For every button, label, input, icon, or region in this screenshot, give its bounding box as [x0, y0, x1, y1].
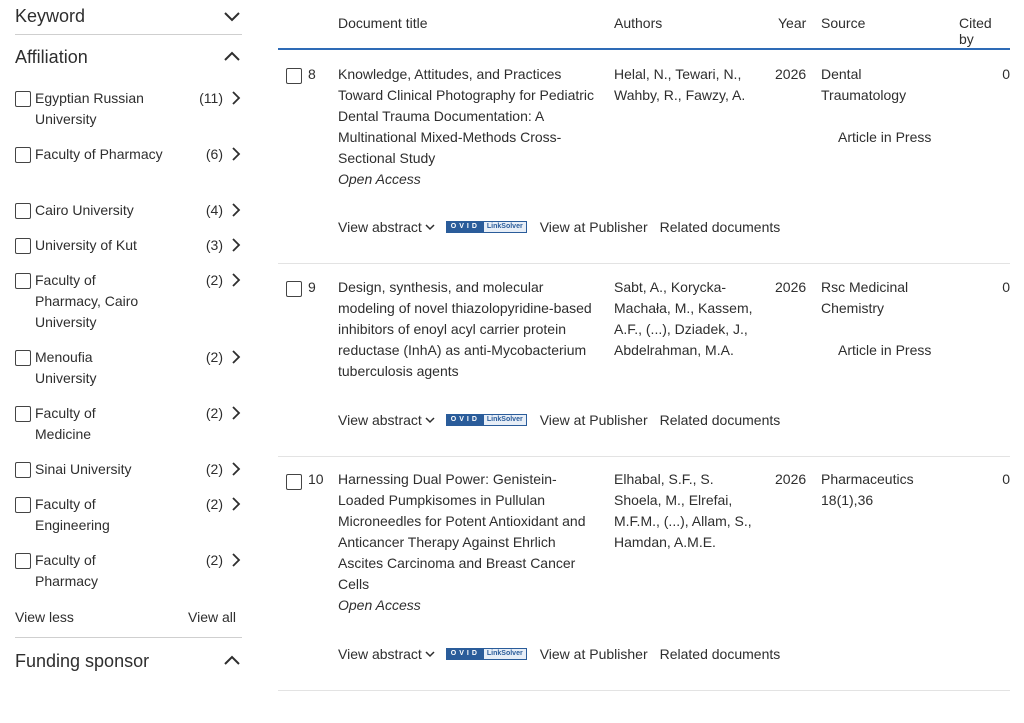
view-at-publisher-link[interactable]: View at Publisher	[539, 412, 648, 428]
affiliation-item[interactable]	[15, 550, 242, 606]
document-title-link[interactable]	[338, 64, 600, 190]
document-title-text[interactable]: Knowledge, Attitudes, and Practices Toward Clinical Photography for Pediatric Dental Trauma Documentation: A Multinational Mixed-Methods Cross-Sectional Study	[338, 66, 595, 166]
view-at-publisher-link[interactable]: View at Publisher	[539, 219, 648, 235]
row-divider	[278, 690, 1010, 691]
affiliation-name: Faculty of Engineering	[35, 496, 110, 533]
cited-by-count[interactable]: 0	[1002, 279, 1010, 295]
chevron-right-icon[interactable]	[229, 405, 243, 421]
view-at-publisher-link[interactable]: View at Publisher	[539, 646, 648, 662]
affiliation-name: Sinai University	[35, 461, 132, 477]
linksolver-label: LinkSolver	[484, 415, 526, 425]
affiliation-name: Faculty of Pharmacy	[35, 552, 99, 589]
related-documents-link[interactable]: Related documents	[659, 219, 781, 235]
chevron-right-icon[interactable]	[229, 237, 243, 253]
row-divider	[278, 263, 1010, 264]
affiliation-count: (2)	[205, 405, 223, 421]
row-actions	[338, 219, 780, 235]
affiliation-name: Egyptian Russian University	[35, 90, 144, 127]
open-access-label: Open Access	[338, 171, 421, 187]
ovid-logo: OVID	[447, 222, 484, 232]
document-title-text[interactable]: Harnessing Dual Power: Genistein-Loaded Pumpkisomes in Pullulan Microneedles for Potent Antioxidant and Anticancer Therapy Against Ehrlich Ascites Carcinoma and Breast Cancer Cells	[338, 471, 586, 592]
chevron-up-icon	[222, 651, 242, 671]
row-actions	[338, 412, 780, 428]
related-documents-link[interactable]: Related documents	[659, 412, 781, 428]
view-abstract-toggle[interactable]	[338, 219, 435, 235]
facet-divider	[15, 34, 242, 35]
affiliation-count: (2)	[205, 272, 223, 288]
affiliation-facet-title: Affiliation	[15, 46, 88, 67]
view-less-link[interactable]: View less	[15, 609, 74, 625]
affiliation-item[interactable]	[15, 200, 242, 235]
document-title-link[interactable]	[338, 469, 600, 616]
row-actions	[338, 646, 780, 662]
ovid-logo: OVID	[447, 415, 484, 425]
authors-text[interactable]: Elhabal, S.F., S. Shoela, M., Elrefai, M.F.M., (...), Allam, S., Hamdan, A.M.E.	[614, 471, 752, 550]
cited-by-count[interactable]: 0	[1002, 66, 1010, 82]
chevron-down-icon	[425, 650, 435, 658]
affiliation-name: Faculty of Pharmacy, Cairo University	[35, 272, 139, 330]
affiliation-item[interactable]	[15, 144, 242, 200]
row-checkbox[interactable]	[286, 281, 302, 297]
view-abstract-label: View abstract	[338, 219, 422, 235]
source-link[interactable]: Pharmaceutics 18(1),36	[821, 471, 914, 508]
view-abstract-label: View abstract	[338, 412, 422, 428]
chevron-down-icon	[222, 6, 242, 26]
view-all-link[interactable]: View all	[188, 609, 236, 625]
row-number: 9	[308, 279, 316, 295]
cited-by-count[interactable]: 0	[1002, 471, 1010, 487]
document-title-text[interactable]: Design, synthesis, and molecular modeling of novel thiazolopyridine-based inhibitors of enoyl acyl carrier protein reductase (InhA) as anti-Mycobacterium tuberculosis agents	[338, 279, 592, 379]
source-link[interactable]: Rsc Medicinal Chemistry	[821, 279, 909, 316]
header-authors[interactable]: Authors	[614, 15, 663, 31]
view-abstract-toggle[interactable]	[338, 646, 435, 662]
affiliation-item[interactable]	[15, 494, 242, 550]
chevron-right-icon[interactable]	[229, 552, 243, 568]
header-year[interactable]: Year	[778, 15, 807, 31]
row-number: 8	[308, 66, 316, 82]
facet-divider	[15, 637, 242, 638]
related-documents-link[interactable]: Related documents	[659, 646, 781, 662]
affiliation-item[interactable]	[15, 347, 242, 403]
affiliation-name: Faculty of Medicine	[35, 405, 96, 442]
linksolver-label: LinkSolver	[484, 222, 526, 232]
row-number: 10	[308, 471, 324, 487]
affiliation-count: (2)	[205, 349, 223, 365]
keyword-facet-toggle[interactable]	[15, 1, 242, 31]
chevron-down-icon	[425, 416, 435, 424]
affiliation-count: (11)	[199, 90, 223, 106]
chevron-right-icon[interactable]	[229, 90, 243, 106]
affiliation-item[interactable]	[15, 459, 242, 494]
affiliation-name: Faculty of Pharmacy	[35, 146, 163, 162]
article-status: Article in Press	[838, 129, 932, 145]
authors-text[interactable]: Helal, N., Tewari, N., Wahby, R., Fawzy, A.	[614, 66, 746, 103]
chevron-right-icon[interactable]	[229, 202, 243, 218]
ovid-linksolver-button[interactable]	[446, 221, 527, 233]
affiliation-facet-toggle[interactable]	[15, 42, 242, 72]
article-status: Article in Press	[838, 342, 932, 358]
filter-sidebar	[0, 0, 242, 723]
funding-facet-toggle[interactable]	[15, 646, 242, 676]
affiliation-item[interactable]	[15, 235, 242, 270]
affiliation-item[interactable]	[15, 403, 242, 459]
affiliation-name: University of Kut	[35, 237, 137, 253]
row-checkbox[interactable]	[286, 474, 302, 490]
affiliation-item[interactable]	[15, 88, 242, 144]
results-table	[278, 0, 1010, 723]
affiliation-name: Menoufia University	[35, 349, 97, 386]
year-text: 2026	[775, 66, 807, 82]
keyword-facet-title: Keyword	[15, 5, 86, 26]
chevron-down-icon	[425, 223, 435, 231]
chevron-up-icon	[222, 47, 242, 67]
year-text: 2026	[775, 471, 807, 487]
header-source[interactable]: Source	[821, 15, 866, 31]
affiliation-item[interactable]	[15, 270, 242, 347]
header-document-title[interactable]: Document title	[338, 15, 428, 31]
ovid-logo: OVID	[447, 649, 484, 659]
chevron-right-icon[interactable]	[229, 461, 243, 477]
ovid-linksolver-button[interactable]	[446, 414, 527, 426]
row-divider	[278, 456, 1010, 457]
affiliation-list	[15, 88, 242, 606]
affiliation-count: (6)	[205, 146, 223, 162]
chevron-right-icon[interactable]	[229, 496, 243, 512]
affiliation-name: Cairo University	[35, 202, 134, 218]
ovid-linksolver-button[interactable]	[446, 648, 527, 660]
header-cited-by[interactable]: Cited by	[959, 15, 992, 47]
chevron-right-icon[interactable]	[229, 146, 243, 162]
chevron-right-icon[interactable]	[229, 349, 243, 365]
source-link[interactable]: Dental Traumatology	[821, 66, 907, 103]
affiliation-count: (2)	[205, 461, 223, 477]
affiliation-count: (2)	[205, 496, 223, 512]
header-rule	[278, 48, 1010, 50]
year-text: 2026	[775, 279, 807, 295]
view-abstract-toggle[interactable]	[338, 412, 435, 428]
document-title-link[interactable]	[338, 277, 600, 382]
affiliation-count: (3)	[205, 237, 223, 253]
funding-facet-title: Funding sponsor	[15, 650, 150, 671]
view-abstract-label: View abstract	[338, 646, 422, 662]
chevron-right-icon[interactable]	[229, 272, 243, 288]
affiliation-count: (2)	[205, 552, 223, 568]
authors-text[interactable]: Sabt, A., Korycka-Machała, M., Kassem, A.F., (...), Dziadek, J., Abdelrahman, M.A.	[614, 279, 753, 358]
affiliation-count: (4)	[205, 202, 223, 218]
open-access-label: Open Access	[338, 597, 421, 613]
row-checkbox[interactable]	[286, 68, 302, 84]
linksolver-label: LinkSolver	[484, 649, 526, 659]
